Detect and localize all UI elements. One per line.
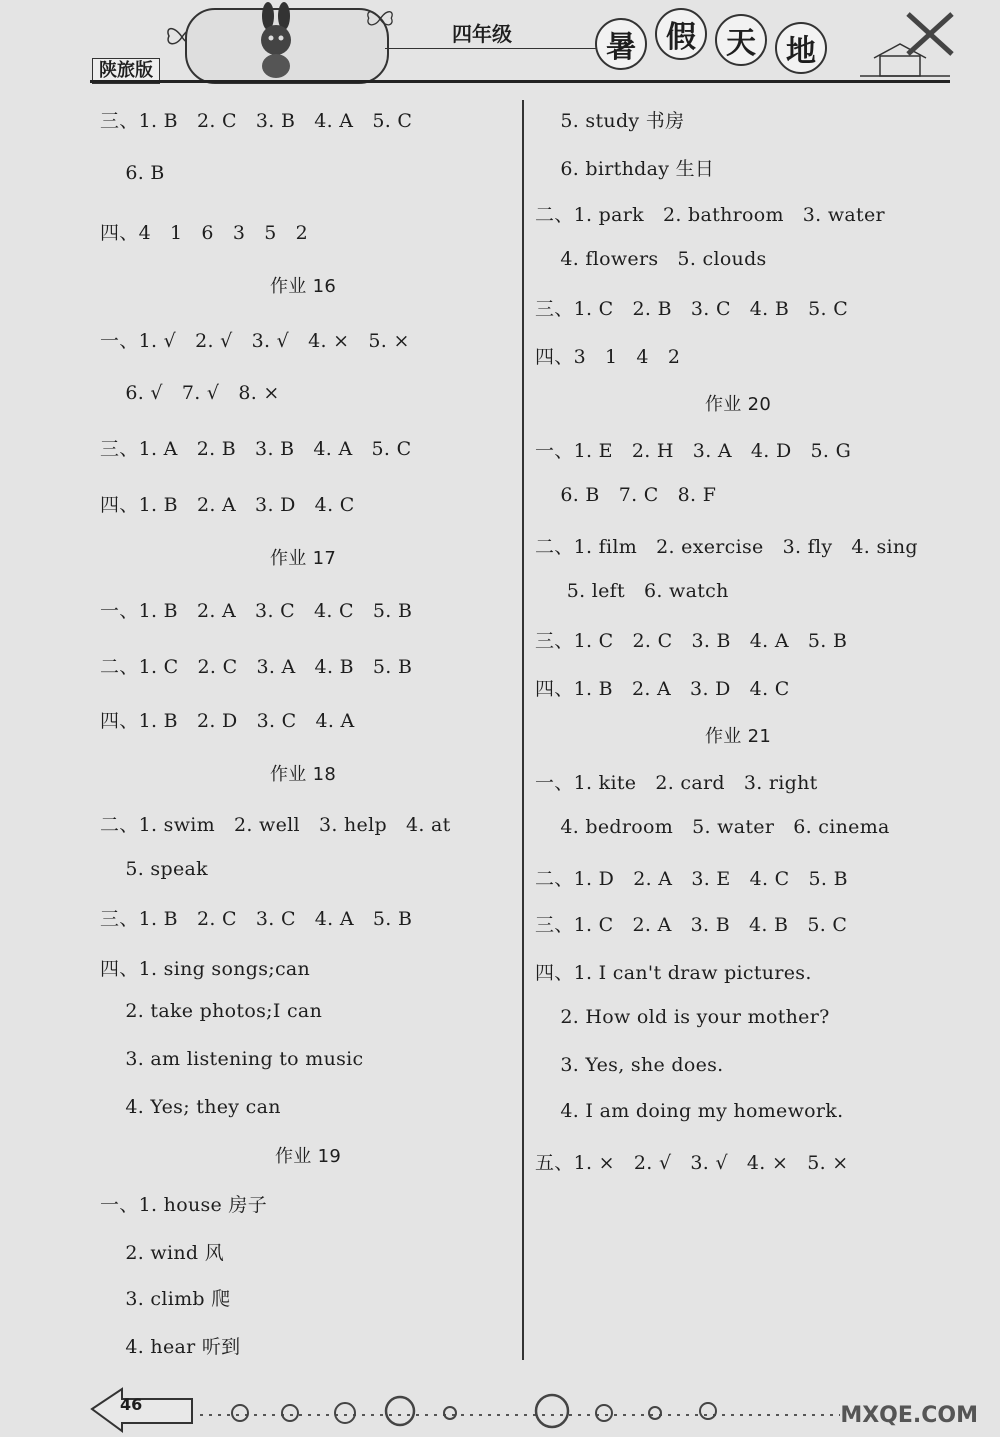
answer-line: 5. left 6. watch	[535, 580, 729, 602]
rabbit-icon	[240, 2, 310, 80]
answer-line: 二、1. film 2. exercise 3. fly 4. sing	[535, 536, 918, 558]
section-heading: 作业 17	[270, 548, 337, 569]
edition-label: 陕旅版	[92, 58, 160, 84]
title-char: 暑	[595, 18, 647, 70]
answer-line: 二、1. C 2. C 3. A 4. B 5. B	[100, 656, 413, 678]
header-rule	[90, 80, 950, 83]
answer-line: 4. I am doing my homework.	[535, 1100, 844, 1122]
answer-line: 一、1. √ 2. √ 3. √ 4. × 5. ×	[100, 330, 410, 352]
title-char: 地	[775, 22, 827, 74]
answer-line: 3. climb 爬	[100, 1288, 231, 1310]
watermark: MXQE.COM	[840, 1403, 978, 1428]
page-header	[0, 0, 1000, 90]
answer-line: 四、1. sing songs;can	[100, 958, 311, 980]
answer-line: 4. Yes; they can	[100, 1096, 281, 1118]
page-footer	[0, 1385, 1000, 1437]
answer-line: 2. take photos;I can	[100, 1000, 323, 1022]
footer-ornament	[200, 1393, 840, 1429]
section-heading: 作业 20	[705, 394, 772, 415]
butterfly-icon	[365, 6, 395, 32]
answer-line: 3. Yes, she does.	[535, 1054, 724, 1076]
answer-line: 一、1. kite 2. card 3. right	[535, 772, 818, 794]
answer-line: 一、1. house 房子	[100, 1194, 268, 1216]
section-heading: 作业 21	[705, 726, 772, 747]
answer-line: 三、1. C 2. A 3. B 4. B 5. C	[535, 914, 848, 936]
windmill-icon	[902, 8, 958, 60]
answer-line: 三、1. A 2. B 3. B 4. A 5. C	[100, 438, 412, 460]
page-number: 46	[120, 1395, 143, 1414]
title-char: 天	[715, 14, 767, 66]
answer-line: 三、1. B 2. C 3. C 4. A 5. B	[100, 908, 413, 930]
answer-line: 4. hear 听到	[100, 1336, 241, 1358]
answer-line: 四、1. B 2. A 3. D 4. C	[100, 494, 355, 516]
answer-line: 四、1. I can't draw pictures.	[535, 962, 812, 984]
answer-line: 6. B	[100, 162, 165, 184]
answer-line: 四、3 1 4 2	[535, 346, 681, 368]
answer-line: 四、4 1 6 3 5 2	[100, 222, 309, 244]
answer-line: 五、1. × 2. √ 3. √ 4. × 5. ×	[535, 1152, 849, 1174]
column-divider	[522, 100, 524, 1360]
book-title	[595, 18, 827, 74]
answer-line: 5. speak	[100, 858, 208, 880]
section-heading: 作业 18	[270, 764, 337, 785]
answer-line: 4. flowers 5. clouds	[535, 248, 767, 270]
answer-line: 一、1. E 2. H 3. A 4. D 5. G	[535, 440, 852, 462]
answer-line: 3. am listening to music	[100, 1048, 364, 1070]
arrow-sign-icon	[88, 1385, 198, 1435]
answer-line: 二、1. D 2. A 3. E 4. C 5. B	[535, 868, 848, 890]
answer-line: 6. B 7. C 8. F	[535, 484, 717, 506]
answer-line: 6. birthday 生日	[535, 158, 715, 180]
answer-line: 2. How old is your mother?	[535, 1006, 830, 1028]
title-char: 假	[655, 8, 707, 60]
answer-line: 三、1. B 2. C 3. B 4. A 5. C	[100, 110, 413, 132]
section-heading: 作业 16	[270, 276, 337, 297]
header-rule	[385, 48, 600, 49]
grade-label: 四年级	[452, 22, 512, 46]
answer-line: 三、1. C 2. C 3. B 4. A 5. B	[535, 630, 848, 652]
answer-line: 四、1. B 2. D 3. C 4. A	[100, 710, 355, 732]
answer-line: 6. √ 7. √ 8. ×	[100, 382, 280, 404]
answer-line: 二、1. swim 2. well 3. help 4. at	[100, 814, 451, 836]
answer-line: 2. wind 风	[100, 1242, 225, 1264]
section-heading: 作业 19	[275, 1146, 342, 1167]
answer-line: 一、1. B 2. A 3. C 4. C 5. B	[100, 600, 413, 622]
answer-line: 4. bedroom 5. water 6. cinema	[535, 816, 890, 838]
answer-line: 三、1. C 2. B 3. C 4. B 5. C	[535, 298, 849, 320]
answer-line: 二、1. park 2. bathroom 3. water	[535, 204, 885, 226]
answer-line: 四、1. B 2. A 3. D 4. C	[535, 678, 790, 700]
answer-line: 5. study 书房	[535, 110, 685, 132]
